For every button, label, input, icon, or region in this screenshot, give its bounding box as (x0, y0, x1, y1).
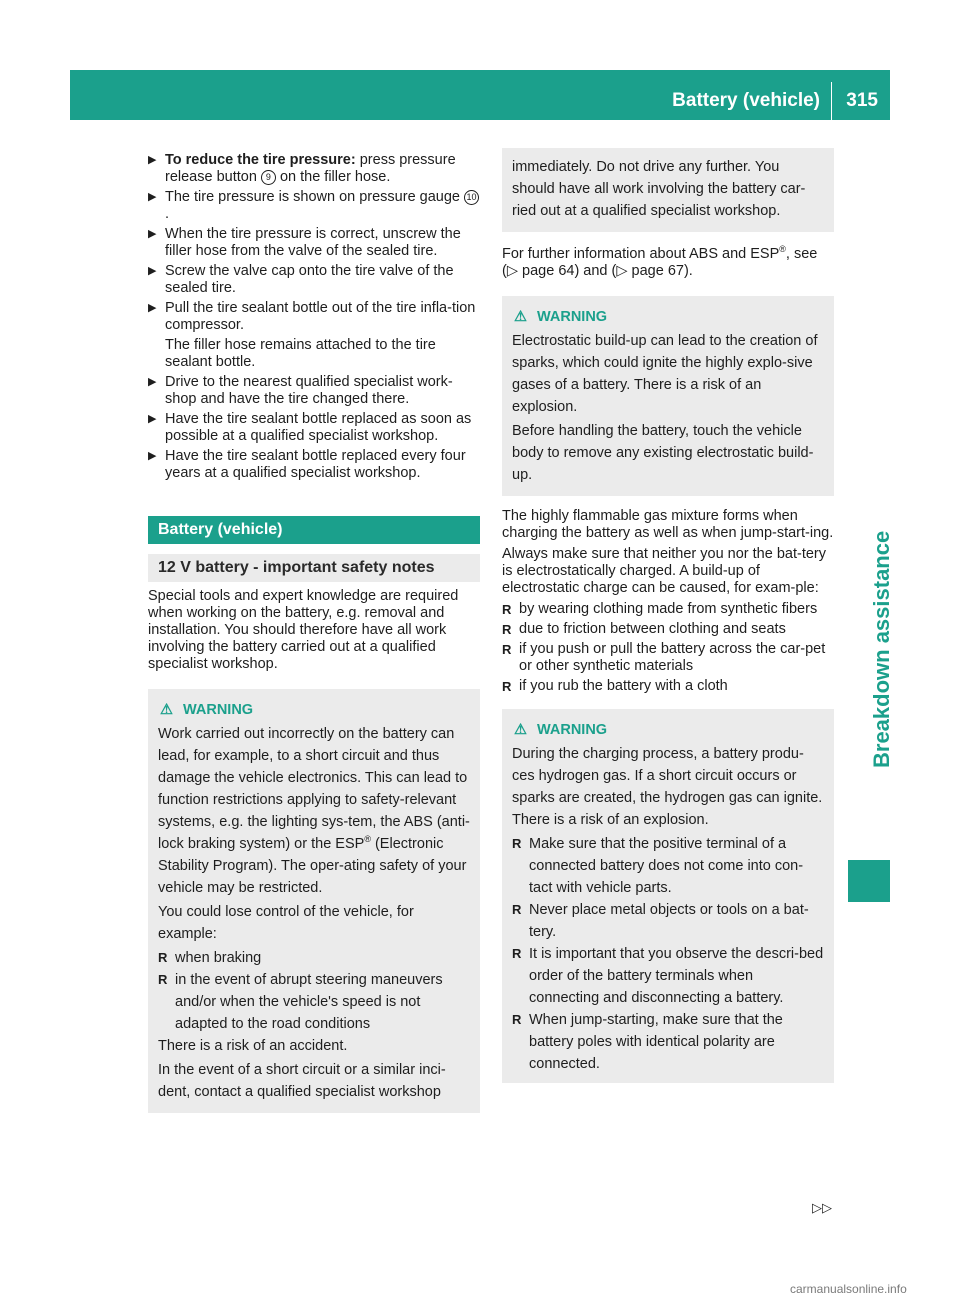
warning-paragraph: There is a risk of an accident. (158, 1038, 348, 1054)
warning-box (502, 296, 834, 496)
step-arrow-icon: ▶ (148, 228, 157, 240)
bullet-text: by wearing clothing made from synthetic fibers (519, 601, 818, 617)
watermark: carmanualsonline.info (790, 1282, 907, 1296)
step-arrow-icon: ▶ (148, 376, 157, 388)
warning-triangle-icon: ⚠ (160, 702, 173, 718)
warning-paragraph: During the charging process, a battery produ-ces hydrogen gas. If a short circuit occurs or sparks are created, the hydrogen gas can ignite. There is a risk of an explosion. (512, 746, 823, 828)
bullet-icon: R (158, 972, 168, 987)
warning-triangle-icon: ⚠ (514, 309, 527, 325)
gas-paragraph: The highly flammable gas mixture forms when charging the battery as well as when jump-start-ing. (502, 508, 834, 541)
bullet-icon: R (512, 1012, 522, 1027)
warning-paragraph: immediately. Do not drive any further. You should have all work involving the battery car-ried out at a qualified specialist workshop. (512, 159, 806, 219)
bullet-item (502, 641, 834, 675)
step-text: Pull the tire sealant bottle out of the tire infla-tion compressor. (165, 300, 476, 333)
step-text: The tire pressure is shown on pressure gauge (165, 189, 460, 205)
warning-box (148, 689, 480, 1113)
warning-bullet (512, 833, 824, 899)
step-text: Have the tire sealant bottle replaced as soon as possible at a qualified specialist workshop. (165, 411, 472, 444)
callout-10-icon: 10 (464, 190, 479, 205)
warning-bullet (158, 947, 470, 969)
warning-title-text: WARNING (537, 309, 608, 325)
bullet-icon: R (512, 902, 522, 917)
bullet-text: in the event of abrupt steering maneuvers and/or when the vehicle's speed is not adapted to the road conditions (175, 972, 443, 1032)
warning-box (502, 709, 834, 1083)
intro-paragraph: Special tools and expert knowledge are required when working on the battery, e.g. removal and installation. You should therefore have all work involving the battery carried out at a qualified specialist workshop. (148, 588, 459, 672)
step-text: Have the tire sealant bottle replaced every four years at a qualified specialist workshop. (165, 448, 466, 481)
step-item (148, 411, 480, 445)
bullet-text: if you rub the battery with a cloth (519, 678, 728, 694)
subsection-title: 12 V battery - important safety notes (148, 554, 480, 582)
step-arrow-icon: ▶ (148, 450, 157, 462)
bullet-text: When jump-starting, make sure that the battery poles with identical polarity are connected. (529, 1012, 783, 1072)
step-item (148, 300, 480, 371)
bullet-icon: R (512, 946, 522, 961)
header-separator (831, 82, 832, 120)
warning-bullet (512, 1009, 824, 1075)
warning-title (512, 719, 824, 741)
bullet-icon: R (158, 950, 168, 965)
step-arrow-icon: ▶ (148, 302, 157, 314)
bullet-icon: R (502, 622, 512, 637)
warning-title (512, 306, 824, 328)
step-arrow-icon: ▶ (148, 413, 157, 425)
callout-9-icon: 9 (261, 170, 276, 185)
warning-paragraph: Electrostatic build-up can lead to the creation of sparks, which could ignite the highly explo-sive gases of a battery. There is a risk of an explosion. (512, 333, 818, 415)
right-column (502, 148, 834, 1083)
step-item (148, 448, 480, 482)
page-number: 315 (846, 90, 878, 111)
warning-title (158, 699, 470, 721)
registered-mark: ® (364, 834, 371, 845)
step-text: When the tire pressure is correct, unscrew the filler hose from the valve of the sealed tire. (165, 226, 461, 259)
page-ref-icon: ▷ (506, 263, 518, 279)
bullet-item (502, 678, 834, 695)
step-text: . (165, 206, 170, 222)
bullet-item (502, 601, 834, 618)
bullet-icon: R (512, 836, 522, 851)
step-text: Drive to the nearest qualified specialist work-shop and have the tire changed there. (165, 374, 453, 407)
info-text: page 64) and ( (518, 263, 617, 279)
info-paragraph (502, 246, 834, 280)
warning-box-continued (502, 148, 834, 232)
registered-mark: ® (779, 244, 786, 255)
step-text: on the filler hose. (275, 169, 391, 185)
warning-text: (Electronic Stability Program). The oper-ating safety of your vehicle may be restricted. (158, 836, 467, 896)
header-title: Battery (vehicle) (672, 90, 820, 111)
warning-paragraph (158, 723, 470, 899)
step-item (148, 374, 480, 408)
side-tab-block (848, 860, 890, 902)
step-item (148, 189, 480, 223)
bullet-icon: R (502, 679, 512, 694)
page-ref-icon: ▷ (616, 263, 628, 279)
step-arrow-icon: ▶ (148, 154, 157, 166)
warning-title-text: WARNING (537, 722, 608, 738)
warning-paragraph: Before handling the battery, touch the vehicle body to remove any existing electrostatic build-up. (512, 423, 814, 483)
info-text: , see ( (502, 246, 818, 279)
charge-paragraph: Always make sure that neither you nor the bat-tery is electrostatically charged. A build-up of electrostatic charge can be caused, for exam-ple: (502, 546, 826, 596)
info-text: For further information about ABS and ESP (502, 246, 780, 262)
continue-arrows-icon: ▷▷ (812, 1200, 832, 1215)
bullet-icon: R (502, 602, 512, 617)
bullet-text: if you push or pull the battery across the car-pet or other synthetic materials (519, 641, 826, 674)
step-item (148, 152, 480, 186)
left-column (148, 152, 480, 1113)
page-header (70, 70, 890, 120)
step-note: The filler hose remains attached to the tire sealant bottle. (165, 337, 436, 370)
bullet-text: Never place metal objects or tools on a bat-tery. (529, 902, 809, 940)
bullet-item (502, 621, 834, 638)
bullet-text: Make sure that the positive terminal of a connected battery does not come into con-tact with vehicle parts. (529, 836, 804, 896)
step-text: press pressure release button (165, 152, 456, 185)
info-text: page 67). (627, 263, 693, 279)
bullet-icon: R (502, 642, 512, 657)
warning-text: Work carried out incorrectly on the battery can lead, for example, to a short circuit and thus damage the vehicle electronics. This can lead to function restrictions applying to safety-relevant systems, e.g. the lighting sys-tem, the ABS (anti-lock braking system) or the ESP (158, 726, 470, 852)
side-tab-label: Breakdown assistance (869, 530, 894, 768)
step-text: Screw the valve cap onto the tire valve of the sealed tire. (165, 263, 454, 296)
step-arrow-icon: ▶ (148, 191, 157, 203)
step-arrow-icon: ▶ (148, 265, 157, 277)
bullet-text: It is important that you observe the descri-bed order of the battery terminals when connecting and disconnecting a battery. (529, 946, 824, 1006)
bullet-text: when braking (175, 950, 262, 966)
warning-title-text: WARNING (183, 702, 254, 718)
warning-paragraph: You could lose control of the vehicle, for example: (158, 904, 414, 942)
bullet-text: due to friction between clothing and seats (519, 621, 786, 637)
step-lead: To reduce the tire pressure: (165, 152, 356, 168)
warning-triangle-icon: ⚠ (514, 722, 527, 738)
warning-bullet (512, 899, 824, 943)
warning-paragraph: In the event of a short circuit or a similar inci-dent, contact a qualified specialist workshop (158, 1062, 446, 1100)
step-item (148, 226, 480, 260)
step-item (148, 263, 480, 297)
section-title: Battery (vehicle) (148, 516, 480, 544)
warning-bullet (512, 943, 824, 1009)
warning-bullet (158, 969, 470, 1035)
